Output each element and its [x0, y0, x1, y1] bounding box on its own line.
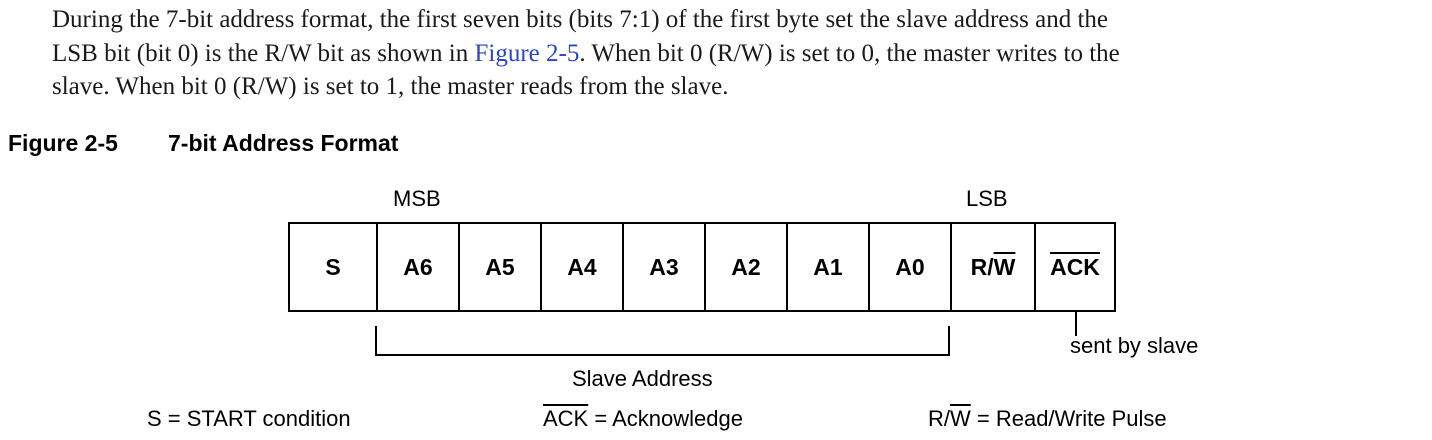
lsb-label: LSB [966, 186, 1008, 211]
figure-title: 7-bit Address Format [168, 130, 399, 156]
legend-rw-definition: = Read/Write Pulse [970, 406, 1167, 431]
legend-ack [543, 406, 743, 432]
cell-a2: A2 [704, 224, 786, 310]
slave-address-label: Slave Address [572, 366, 713, 391]
address-byte-diagram [288, 222, 1116, 312]
cell-a6: A6 [376, 224, 458, 310]
figure-caption [8, 130, 398, 157]
body-paragraph [52, 3, 1412, 104]
legend-rw-symbol-r: R/ [928, 406, 950, 431]
legend-rw-symbol-w: $\overline{W}$ [950, 406, 971, 431]
paragraph-line-3: slave. When bit 0 (R/W) is set to 1, the master reads from the slave. [52, 73, 729, 100]
cell-start: S [288, 224, 376, 310]
legend-read-write [928, 406, 1167, 432]
cell-read-write [950, 224, 1034, 310]
paragraph-line-2-start: LSB bit (bit 0) is the R/W bit as shown in [52, 39, 475, 67]
cell-a1: A1 [786, 224, 868, 310]
paragraph-line-1: During the 7-bit address format, the first seven bits (bits 7:1) of the first byte set the slave address and the [52, 6, 1108, 33]
cell-ack-label: $\overline{ACK}$ [1050, 253, 1100, 280]
cell-a5: A5 [458, 224, 540, 310]
legend-ack-symbol: $\overline{ACK}$ [543, 406, 589, 431]
sent-by-slave-label: sent by slave [1070, 333, 1199, 358]
cell-a3: A3 [622, 224, 704, 310]
cell-rw-r: R/ [970, 253, 994, 280]
cell-ack [1034, 224, 1116, 310]
paragraph-line-2-end: . When bit 0 (R/W) is set to 0, the master writes to the [579, 39, 1120, 67]
legend-start: S = START condition [147, 406, 351, 431]
bracket-left-tick [375, 326, 377, 356]
slave-address-bracket [375, 354, 950, 356]
cell-a0: A0 [868, 224, 950, 310]
figure-reference-link[interactable]: Figure 2-5 [474, 39, 580, 67]
figure-number: Figure 2-5 [8, 130, 118, 156]
msb-label: MSB [393, 186, 441, 211]
cell-rw-w: $\overline{W}$ [993, 253, 1016, 280]
cell-a4: A4 [540, 224, 622, 310]
paragraph-line-2 [52, 37, 1412, 71]
legend-ack-definition: = Acknowledge [588, 406, 743, 431]
bracket-right-tick [948, 326, 950, 356]
